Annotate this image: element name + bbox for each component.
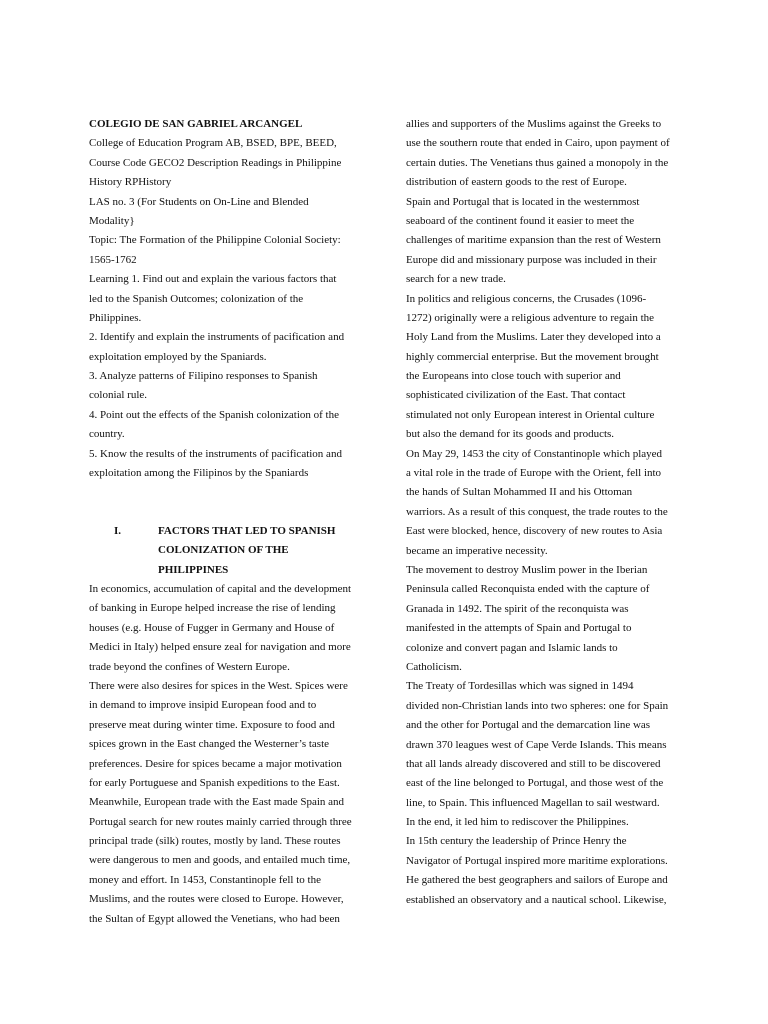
text-line: in demand to improve insipid European food and to [89,699,317,712]
text-line: COLEGIO DE SAN GABRIEL ARCANGEL [89,118,303,130]
text-line: In 15th century the leadership of Prince Henry the [406,835,627,848]
text-line: Learning 1. Find out and explain the various factors that [89,273,337,286]
text-line: a vital role in the trade of Europe with the Orient, fell into [406,467,662,480]
text-line: the hands of Sultan Mohammed II and his Ottoman [406,486,633,499]
text-line: colonize and convert pagan and Islamic lands to [406,641,618,654]
text-line: and the other for Portugal and the demarcation line was [406,719,651,732]
text-line: Spain and Portugal that is located in the westernmost [406,195,640,208]
text-line: 2. Identify and explain the instruments of pacification and [89,331,345,344]
text-line: Granada in 1492. The spirit of the reconquista was [406,602,629,615]
section-title-line: COLONIZATION OF THE [158,544,289,557]
text-line: divided non-Christian lands into two spheres: one for Spain [406,699,669,712]
section-title-line: PHILIPPINES [158,563,229,576]
text-line: principal trade (silk) routes, mostly by land. These routes [89,835,341,848]
text-line: preserve meat during winter time. Exposure to food and [89,718,335,731]
text-line: spices grown in the East changed the Westerner’s taste [89,738,330,751]
text-line: stimulated not only European interest in Oriental culture [406,408,655,421]
text-line: East were blocked, hence, discovery of new routes to Asia [406,525,663,538]
text-line: 5. Know the results of the instruments of pacification and [89,447,342,460]
section-number: I. [114,525,122,537]
text-line: search for a new trade. [406,273,506,286]
text-line: were dangerous to men and goods, and entailed much time, [89,854,351,867]
text-line: The movement to destroy Muslim power in the Iberian [406,563,648,576]
text-line: east of the line belonged to Portugal, and those west of the [406,777,664,790]
text-line: distribution of eastern goods to the rest of Europe. [406,176,627,189]
text-line: 1272) originally were a religious adventure to regain the [406,311,655,324]
text-line: 1565-1762 [89,253,137,266]
text-line: money and effort. In 1453, Constantinople fell to the [89,873,321,886]
text-line: established an observatory and a nautical school. Likewise, [406,893,667,906]
text-line: Meanwhile, European trade with the East made Spain and [89,796,345,809]
text-line: In economics, accumulation of capital and the development [89,583,352,595]
text-line: line, to Spain. This influenced Magellan to sail westward. [406,796,660,809]
text-line: preferences. Desire for spices became a major motivation [89,757,342,770]
text-line: Portugal search for new routes mainly carried through three [89,815,352,828]
text-line: Peninsula called Reconquista ended with the capture of [406,583,650,596]
text-line: Europe did and missionary purpose was included in their [406,253,657,266]
text-line: There were also desires for spices in the West. Spices were [89,679,348,692]
text-line: warriors. As a result of this conquest, the trade routes to the [406,505,668,518]
text-line: highly commercial enterprise. But the movement brought [406,350,659,363]
text-line: of banking in Europe helped increase the rise of lending [89,602,336,615]
text-line: History RPHistory [89,176,172,189]
text-line: but also the demand for its goods and products. [406,428,615,441]
text-line: that all lands already discovered and still to be discovered [406,757,661,770]
text-line: Holy Land from the Muslims. Later they developed into a [406,331,661,344]
text-line: Course Code GECO2 Description Readings in Philippine [89,156,342,169]
text-line: drawn 370 leagues west of Cape Verde Islands. This means [406,738,667,751]
text-line: seaboard of the continent found it easier to meet the [406,214,635,227]
left-column-body [89,580,367,929]
text-line: Catholicism. [406,660,462,673]
text-line: College of Education Program AB, BSED, BPE, BEED, [89,137,337,150]
text-line: certain duties. The Venetians thus gained a monopoly in the [406,156,669,169]
text-line: Topic: The Formation of the Philippine Colonial Society: [89,234,341,247]
text-line: In the end, it led him to rediscover the Philippines. [406,816,629,829]
text-line: led to the Spanish Outcomes; colonization of the [89,292,304,305]
text-line: country. [89,428,125,441]
text-line: exploitation employed by the Spaniards. [89,350,267,363]
text-line: Medici in Italy) helped ensure zeal for navigation and more [89,641,351,654]
left-column-intro [89,115,367,483]
text-line: the Europeans into close touch with superior and [406,370,621,383]
text-line: manifested in the attempts of Spain and Portugal to [406,622,632,635]
text-line: He gathered the best geographers and sailors of Europe and [406,874,668,887]
text-line: colonial rule. [89,389,148,402]
section-title [158,522,335,580]
text-line: challenges of maritime expansion than the rest of Western [406,234,661,247]
text-line: Philippines. [89,311,142,324]
text-line: Navigator of Portugal inspired more maritime explorations. [406,854,668,867]
text-line: The Treaty of Tordesillas which was signed in 1494 [406,680,634,693]
text-line: 3. Analyze patterns of Filipino responses to Spanish [89,370,318,383]
text-line: trade beyond the confines of Western Europe. [89,660,290,673]
text-line: became an imperative necessity. [406,544,548,557]
text-line: for early Portuguese and Spanish expeditions to the East. [89,776,340,789]
text-line: In politics and religious concerns, the Crusades (1096- [406,292,647,305]
right-column [406,115,684,910]
text-line: On May 29, 1453 the city of Constantinople which played [406,447,663,460]
text-line: use the southern route that ended in Cairo, upon payment of [406,137,670,150]
text-line: Modality} [89,214,135,227]
text-line: LAS no. 3 (For Students on On-Line and Blended [89,195,309,208]
text-line: exploitation among the Filipinos by the Spaniards [89,467,309,480]
text-line: sophisticated civilization of the East. That contact [406,389,626,402]
text-line: 4. Point out the effects of the Spanish colonization of the [89,408,339,421]
section-title-line: FACTORS THAT LED TO SPANISH [158,525,336,537]
text-line: Muslims, and the routes were closed to Europe. However, [89,893,344,906]
text-line: allies and supporters of the Muslims against the Greeks to [406,118,662,130]
text-line: the Sultan of Egypt allowed the Venetians, who had been [89,912,340,925]
text-line: houses (e.g. House of Fugger in Germany and House of [89,621,335,634]
